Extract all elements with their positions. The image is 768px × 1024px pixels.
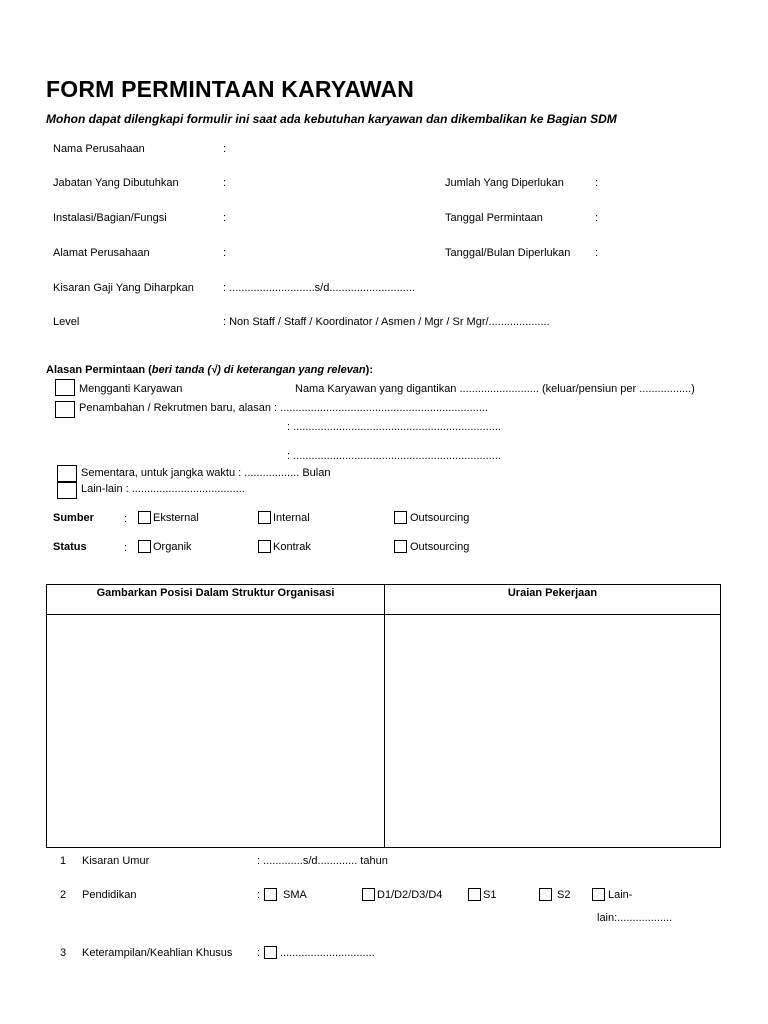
table-header-uraian: Uraian Pekerjaan <box>507 587 598 599</box>
label-eksternal: Eksternal <box>153 512 199 524</box>
text-lain[interactable]: Lain-lain : ..................................... <box>81 483 245 495</box>
checkbox-s2[interactable] <box>539 888 552 901</box>
sumber-sep: : <box>124 513 128 525</box>
input-lain-lain[interactable]: lain:.................. <box>597 912 673 924</box>
label-mengganti: Mengganti Karyawan <box>79 383 183 395</box>
checkbox-lain[interactable] <box>57 482 77 499</box>
alasan-heading: Alasan Permintaan (beri tanda (√) di keterangan yang relevan): <box>46 364 373 376</box>
label-s1: S1 <box>483 889 497 901</box>
cell-uraian-pekerjaan[interactable] <box>385 615 720 847</box>
cell-struktur-organisasi[interactable] <box>47 615 384 847</box>
checkbox-diploma[interactable] <box>362 888 375 901</box>
checkbox-penambahan[interactable] <box>55 401 75 418</box>
label-sumber: Sumber <box>53 512 94 524</box>
checkbox-eksternal[interactable] <box>138 511 151 524</box>
checkbox-mengganti[interactable] <box>55 379 75 396</box>
status-sep: : <box>124 542 128 554</box>
checkbox-organik[interactable] <box>138 540 151 553</box>
label-instalasi: Instalasi/Bagian/Fungsi <box>53 212 167 224</box>
label-gaji: Kisaran Gaji Yang Diharpkan <box>53 282 194 294</box>
label-status: Status <box>53 541 87 553</box>
label-internal: Internal <box>273 512 310 524</box>
form-title: FORM PERMINTAAN KARYAWAN <box>46 76 415 102</box>
input-alamat[interactable]: : <box>223 247 227 259</box>
checkbox-internal[interactable] <box>258 511 271 524</box>
req-number-2: 2 <box>60 889 67 901</box>
input-jumlah[interactable]: : <box>595 177 599 189</box>
text-sementara[interactable]: Sementara, untuk jangka waktu : .................. Bulan <box>81 467 331 479</box>
input-level[interactable]: : Non Staff / Staff / Koordinator / Asmen / Mgr / Sr Mgr/.................... <box>223 316 550 328</box>
checkbox-outsourcing-sumber[interactable] <box>394 511 407 524</box>
checkbox-outsourcing-status[interactable] <box>394 540 407 553</box>
input-jabatan[interactable]: : <box>223 177 227 189</box>
label-outsourcing-status: Outsourcing <box>410 541 470 553</box>
position-table <box>46 584 721 848</box>
label-tanggal-diperlukan: Tanggal/Bulan Diperlukan <box>445 247 571 259</box>
input-tanggal-diperlukan[interactable]: : <box>595 247 599 259</box>
label-organik: Organik <box>153 541 192 553</box>
checkbox-sementara[interactable] <box>57 465 77 482</box>
checkbox-kontrak[interactable] <box>258 540 271 553</box>
label-level: Level <box>53 316 80 328</box>
checkbox-sma[interactable] <box>264 888 277 901</box>
label-jabatan: Jabatan Yang Dibutuhkan <box>53 177 179 189</box>
label-diploma: D1/D2/D3/D4 <box>377 889 443 901</box>
text-penambahan[interactable]: Penambahan / Rekrutmen baru, alasan : .................................................................... <box>79 402 488 414</box>
text-nama-diganti[interactable]: Nama Karyawan yang digantikan .......................... (keluar/pensiun per .................) <box>295 383 695 395</box>
checkbox-lain-lain[interactable] <box>592 888 605 901</box>
keterampilan-sep: : <box>257 947 261 959</box>
req-number-1: 1 <box>60 855 67 867</box>
input-nama-perusahaan[interactable]: : <box>223 143 227 155</box>
label-kontrak: Kontrak <box>273 541 311 553</box>
req-number-3: 3 <box>60 947 67 959</box>
input-tanggal-permintaan[interactable]: : <box>595 212 599 224</box>
label-tanggal-permintaan: Tanggal Permintaan <box>445 212 543 224</box>
table-header-struktur: Gambarkan Posisi Dalam Struktur Organisasi <box>96 587 335 599</box>
label-pendidikan: Pendidikan <box>82 889 137 901</box>
text-alasan-line2[interactable]: : .................................................................... <box>287 421 501 433</box>
label-outsourcing-sumber: Outsourcing <box>410 512 470 524</box>
label-alamat: Alamat Perusahaan <box>53 247 150 259</box>
label-sma: SMA <box>283 889 307 901</box>
label-keterampilan: Keterampilan/Keahlian Khusus <box>82 947 233 959</box>
label-lain-lain: Lain- <box>608 889 633 901</box>
input-instalasi[interactable]: : <box>223 212 227 224</box>
label-nama-perusahaan: Nama Perusahaan <box>53 143 145 155</box>
pendidikan-sep: : <box>257 889 261 901</box>
checkbox-keterampilan[interactable] <box>264 946 277 959</box>
label-kisaran-umur: Kisaran Umur <box>82 855 150 867</box>
input-keterampilan[interactable]: ............................... <box>280 947 375 959</box>
input-gaji[interactable]: : ............................s/d............................ <box>223 282 415 294</box>
form-subtitle: Mohon dapat dilengkapi formulir ini saat ada kebutuhan karyawan dan dikembalikan ke Bagian SDM <box>46 112 617 126</box>
label-jumlah: Jumlah Yang Diperlukan <box>445 177 564 189</box>
text-alasan-line3[interactable]: : .................................................................... <box>287 450 501 462</box>
input-kisaran-umur[interactable]: : .............s/d............. tahun <box>257 855 388 867</box>
label-s2: S2 <box>557 889 571 901</box>
checkbox-s1[interactable] <box>468 888 481 901</box>
